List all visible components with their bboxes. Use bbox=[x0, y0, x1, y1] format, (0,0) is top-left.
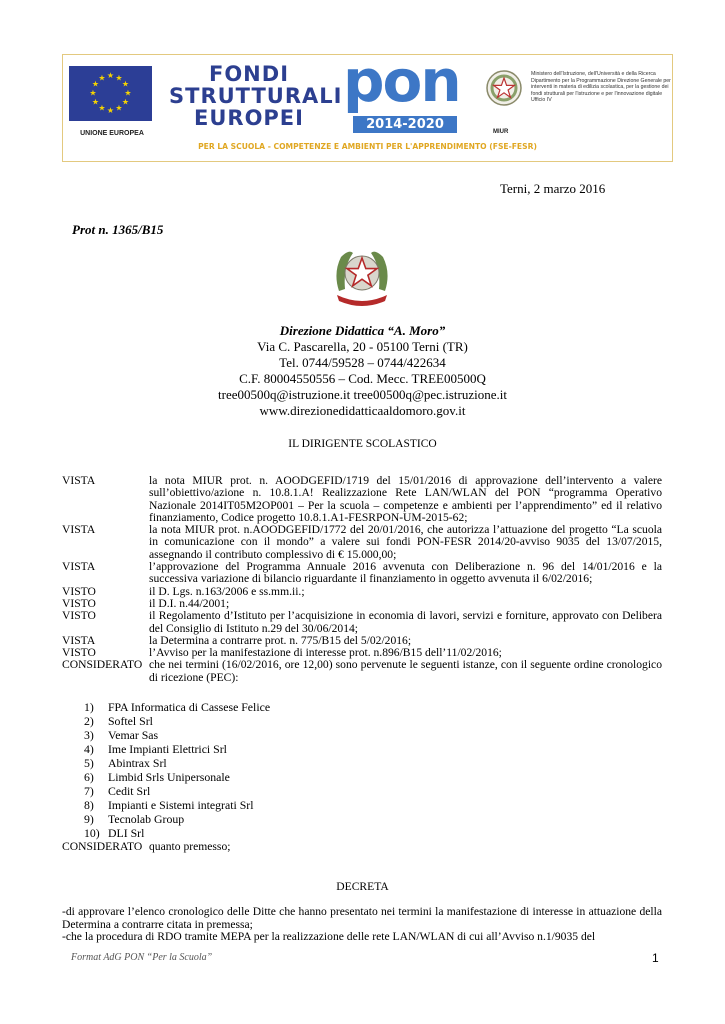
premise-text: il D. Lgs. n.163/2006 e ss.mm.ii.; bbox=[149, 584, 305, 598]
school-emails: tree00500q@istruzione.it tree00500q@pec.istruzione.it bbox=[218, 387, 507, 402]
company-name: Impianti e Sistemi integrati Srl bbox=[108, 798, 254, 812]
company-name: Softel Srl bbox=[108, 714, 153, 728]
premise-key: VISTA bbox=[62, 474, 96, 487]
premise-key: VISTA bbox=[62, 633, 96, 647]
svg-text:★: ★ bbox=[121, 97, 130, 107]
fondi-line-2: STRUTTURALI bbox=[169, 84, 343, 108]
list-number: 8) bbox=[84, 798, 94, 812]
premise-text: la nota MIUR prot. n.AOODGEFID/1772 del 20/01/2016, che autorizza l’attuazione del progetto “La scuola in comunicazione con il mondo” a valere sui fondi PON-FESR 2014/20-avviso 9035 del 13/07/2015, assegnando il contributo complessivo di € 15.000,00; bbox=[149, 523, 662, 561]
premise-text: il D.I. n.44/2001; bbox=[149, 596, 230, 610]
footer-text: Format AdG PON “Per la Scuola” bbox=[71, 952, 213, 963]
list-number: 4) bbox=[84, 742, 94, 756]
company-name: Limbid Srls Unipersonale bbox=[108, 770, 230, 784]
company-name: Tecnolab Group bbox=[108, 812, 185, 826]
list-item bbox=[84, 700, 270, 714]
premise-text: la Determina a contrarre prot. n. 775/B15 del 5/02/2016; bbox=[149, 633, 412, 647]
eu-label: UNIONE EUROPEA bbox=[80, 130, 144, 137]
company-name: FPA Informatica di Cassese Felice bbox=[108, 700, 271, 714]
premise-text: che nei termini (16/02/2016, ore 12,00) sono pervenute le seguenti istanze, con il seguente ordine cronologico di ricezione (PEC): bbox=[149, 658, 662, 684]
premise-text: il Regolamento d’Istituto per l’acquisizione in economia di lavori, servizi e forniture, approvato con Delibera del Consiglio di Istituto n.29 del 30/06/2014; bbox=[149, 609, 662, 635]
company-name: Abintrax Srl bbox=[108, 756, 167, 770]
list-number: 3) bbox=[84, 728, 94, 742]
premise-key: VISTO bbox=[62, 584, 96, 598]
premise-row bbox=[62, 659, 662, 684]
premise-key: CONSIDERATO bbox=[62, 658, 143, 672]
pon-years-badge: 2014-2020 bbox=[353, 116, 457, 133]
banner-strip-text: PER LA SCUOLA - COMPETENZE E AMBIENTI PER L'APPRENDIMENTO (FSE-FESR) bbox=[198, 142, 537, 151]
section-heading: IL DIRIGENTE SCOLASTICO bbox=[288, 438, 437, 450]
premise-row bbox=[62, 561, 662, 586]
list-number: 6) bbox=[84, 770, 94, 784]
school-phone: Tel. 0744/59528 – 0744/422634 bbox=[279, 355, 446, 370]
premise-key: VISTO bbox=[62, 646, 96, 660]
list-item bbox=[84, 784, 270, 798]
pon-logo-word: pon bbox=[343, 47, 460, 115]
svg-text:★: ★ bbox=[91, 79, 100, 89]
list-item bbox=[84, 826, 270, 840]
list-item bbox=[84, 728, 270, 742]
decree-paragraph-1: -di approvare l’elenco cronologico delle Ditte che hanno presentato nei termini la manifestazione di interesse in attuazione della Determina a contrarre citata in premessa; bbox=[62, 905, 662, 931]
premise-text: l’approvazione del Programma Annuale 2016 avvenuta con Deliberazione n. 96 del 14/01/2016 e la successiva variazione di bilancio riguardante il finanziamento in oggetto avvenuta il 6/02/2016; bbox=[149, 560, 662, 586]
list-number: 5) bbox=[84, 756, 94, 770]
svg-text:★: ★ bbox=[89, 88, 97, 98]
school-codes: C.F. 80004550556 – Cod. Mecc. TREE00500Q bbox=[239, 371, 486, 386]
premise-key: VISTA bbox=[62, 523, 96, 537]
svg-text:★: ★ bbox=[106, 106, 115, 115]
list-number: 10) bbox=[84, 826, 100, 840]
page-number: 1 bbox=[652, 951, 659, 965]
list-item bbox=[84, 798, 270, 812]
school-address-block bbox=[150, 323, 575, 419]
miur-emblem-icon bbox=[485, 69, 523, 107]
premise-key: VISTO bbox=[62, 596, 96, 610]
premises-list bbox=[62, 475, 662, 684]
premise-text: quanto premesso; bbox=[149, 840, 231, 853]
svg-text:★: ★ bbox=[91, 97, 100, 107]
companies-list bbox=[84, 700, 270, 840]
decreta-heading: DECRETA bbox=[336, 880, 389, 893]
list-number: 1) bbox=[84, 700, 94, 714]
fondi-line-1: FONDI bbox=[208, 62, 290, 86]
company-name: Ime Impianti Elettrici Srl bbox=[108, 742, 227, 756]
company-name: Cedit Srl bbox=[108, 784, 151, 798]
company-name: DLI Srl bbox=[108, 826, 145, 840]
list-item bbox=[84, 756, 270, 770]
svg-text:★: ★ bbox=[106, 71, 115, 80]
premise-key: VISTO bbox=[62, 609, 96, 623]
date-line: Terni, 2 marzo 2016 bbox=[500, 181, 606, 196]
premise-row bbox=[62, 475, 662, 524]
svg-text:★: ★ bbox=[124, 88, 132, 98]
list-number: 2) bbox=[84, 714, 94, 728]
list-item bbox=[84, 770, 270, 784]
premise-row bbox=[62, 524, 662, 561]
list-item bbox=[84, 714, 270, 728]
fondi-strutturali-logo bbox=[169, 62, 343, 130]
svg-text:★: ★ bbox=[121, 79, 130, 89]
premise-text: la nota MIUR prot. n. AOODGEFID/1719 del 15/01/2016 di approvazione dell’intervento a valere sull’obiettivo/azione n. 10.8.1.A! Realizzazione Rete LAN/WLAN del PON “programma Operativo Nazionale 2014IT05M2OP001 – Per la scuola – competenze e ambienti per l’apprendimento” ed il relativo finanziamento, Codice progetto 10.8.1.A1-FESRPON-UM-2015-62; bbox=[149, 474, 662, 524]
list-number: 7) bbox=[84, 784, 94, 798]
premise-key: CONSIDERATO bbox=[62, 840, 143, 853]
svg-text:★: ★ bbox=[115, 103, 123, 113]
repubblica-italiana-emblem-icon bbox=[329, 243, 395, 311]
company-name: Vemar Sas bbox=[108, 728, 159, 742]
eu-flag-icon bbox=[69, 66, 152, 121]
school-address: Via C. Pascarella, 20 - 05100 Terni (TR) bbox=[257, 339, 468, 354]
svg-text:★: ★ bbox=[98, 73, 106, 83]
list-item bbox=[84, 812, 270, 826]
svg-text:★: ★ bbox=[98, 103, 106, 113]
fondi-line-3: EUROPEI bbox=[194, 106, 304, 130]
premise-text: l’Avviso per la manifestazione di interesse prot. n.896/B15 dell’11/02/2016; bbox=[149, 646, 502, 660]
premise-row bbox=[62, 840, 662, 853]
premise-row bbox=[62, 610, 662, 635]
miur-description: Ministero dell'Istruzione, dell'Università e della Ricerca Dipartimento per la Programmazione Direzione Generale per interventi in materia di edilizia scolastica, per la gestione dei fondi strutturali per l'istruzione e per l'innovazione digitale Ufficio IV bbox=[531, 71, 671, 104]
school-name: Direzione Didattica “A. Moro” bbox=[279, 323, 446, 338]
list-item bbox=[84, 742, 270, 756]
miur-label: MIUR bbox=[493, 129, 509, 135]
pon-banner bbox=[62, 47, 673, 162]
school-website: www.direzionedidatticaaldomoro.gov.it bbox=[259, 403, 466, 418]
decree-body bbox=[62, 906, 662, 944]
premise-key: VISTA bbox=[62, 560, 96, 574]
svg-text:★: ★ bbox=[115, 73, 123, 83]
decree-paragraph-2: -che la procedura di RDO tramite MEPA per la realizzazione delle rete LAN/WLAN di cui all’Avviso n.1/9035 del bbox=[62, 930, 596, 943]
list-number: 9) bbox=[84, 812, 94, 826]
protocol-number: Prot n. 1365/B15 bbox=[72, 222, 164, 237]
